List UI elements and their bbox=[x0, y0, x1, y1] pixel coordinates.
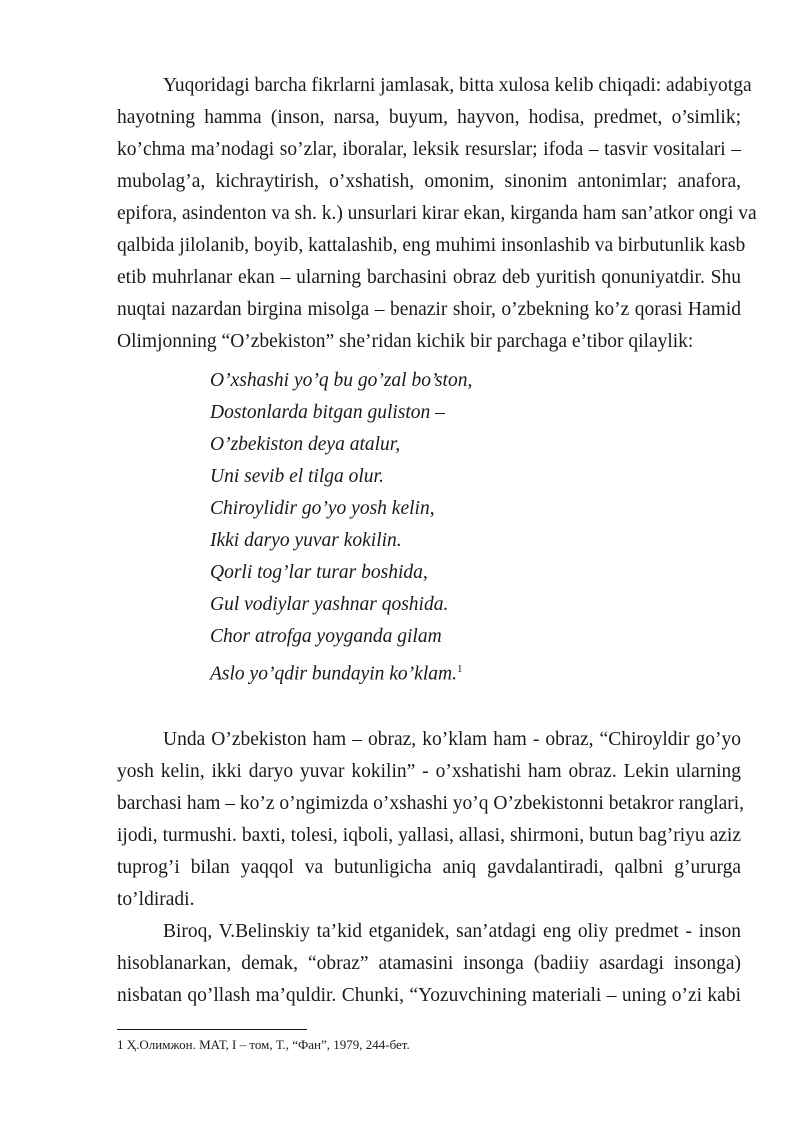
paragraph-1-line: epifora, asindenton va sh. k.) unsurlari kirar ekan, kirganda ham san’atkor ongi va bbox=[117, 203, 757, 224]
paragraph-1-line: Yuqoridagi barcha fikrlarni jamlasak, bitta xulosa kelib chiqadi: adabiyotga bbox=[163, 75, 752, 96]
paragraph-1-line: Olimjonning “O’zbekiston” she’ridan kichik bir parchaga e’tibor qilaylik: bbox=[117, 331, 694, 352]
paragraph-2-line: tuprog’i bilan yaqqol va butunligicha aniq gavdalantiradi, qalbni g’ururga bbox=[117, 857, 741, 878]
paragraph-2-line: yosh kelin, ikki daryo yuvar kokilin” - o’xshatishi ham obraz. Lekin ularning bbox=[117, 761, 741, 782]
poem-line: Chiroylidir go’yo yosh kelin, bbox=[210, 498, 435, 519]
poem-last-line bbox=[210, 658, 800, 686]
footnote-text: 1 Ҳ.Олимжон. МАТ, I – том, Т., “Фан”, 1979, 244-бет. bbox=[117, 1037, 410, 1052]
paragraph-1-line: nuqtai nazardan birgina misolga – benazir shoir, o’zbekning ko’z qorasi Hamid bbox=[117, 299, 741, 320]
paragraph-2-line: barchasi ham – ko’z o’ngimizda o’xshashi yo’q O’zbekistonni betakror ranglari, bbox=[117, 793, 745, 814]
paragraph-1-line: qalbida jilolanib, boyib, kattalashib, eng muhimi insonlashib va birbutunlik kasb bbox=[117, 235, 746, 256]
paragraph-2-line: to’ldiradi. bbox=[117, 889, 195, 910]
footnote-separator bbox=[117, 1029, 307, 1030]
poem-line: Qorli tog’lar turar boshida, bbox=[210, 562, 428, 583]
poem-line: O’xshashi yo’q bu go’zal bo’ston, bbox=[210, 370, 473, 391]
poem-line: Dostonlarda bitgan guliston – bbox=[210, 402, 445, 423]
paragraph-3-line: hisoblanarkan, demak, “obraz” atamasini insonga (badiiy asardagi insonga) bbox=[117, 953, 741, 974]
paragraph-2-line: Unda O’zbekiston ham – obraz, ko’klam ham - obraz, “Chiroyldir go’yo bbox=[163, 729, 741, 750]
footnote-reference[interactable]: 1 bbox=[456, 663, 463, 675]
paragraph-1-line: hayotning hamma (inson, narsa, buyum, hayvon, hodisa, predmet, o’simlik; bbox=[117, 107, 741, 128]
paragraph-3-line: nisbatan qo’llash ma’quldir. Chunki, “Yozuvchining materiali – uning o’zi kabi bbox=[117, 985, 741, 1006]
poem-line: Chor atrofga yoyganda gilam bbox=[210, 626, 442, 647]
paragraph-1-line: etib muhrlanar ekan – ularning barchasini obraz deb yuritish qonuniyatdir. Shu bbox=[117, 267, 741, 288]
poem-line: O’zbekiston deya atalur, bbox=[210, 434, 401, 455]
poem-line: Ikki daryo yuvar kokilin. bbox=[210, 530, 402, 551]
poem-line: Uni sevib el tilga olur. bbox=[210, 466, 384, 487]
paragraph-3-line: Biroq, V.Belinskiy ta’kid etganidek, san’atdagi eng oliy predmet - inson bbox=[163, 921, 741, 942]
poem-line: Gul vodiylar yashnar qoshida. bbox=[210, 594, 449, 615]
paragraph-1-line: ko’chma ma’nodagi so’zlar, iboralar, leksik resurslar; ifoda – tasvir vositalari – bbox=[117, 139, 741, 160]
paragraph-1-line: mubolag’a, kichraytirish, o’xshatish, omonim, sinonim antonimlar; anafora, bbox=[117, 171, 741, 192]
poem-line: Aslo yo’qdir bundayin ko’klam. bbox=[210, 663, 457, 685]
paragraph-2-line: ijodi, turmushi. baxti, tolesi, iqboli, yallasi, allasi, shirmoni, butun bag’riyu aziz bbox=[117, 825, 741, 846]
